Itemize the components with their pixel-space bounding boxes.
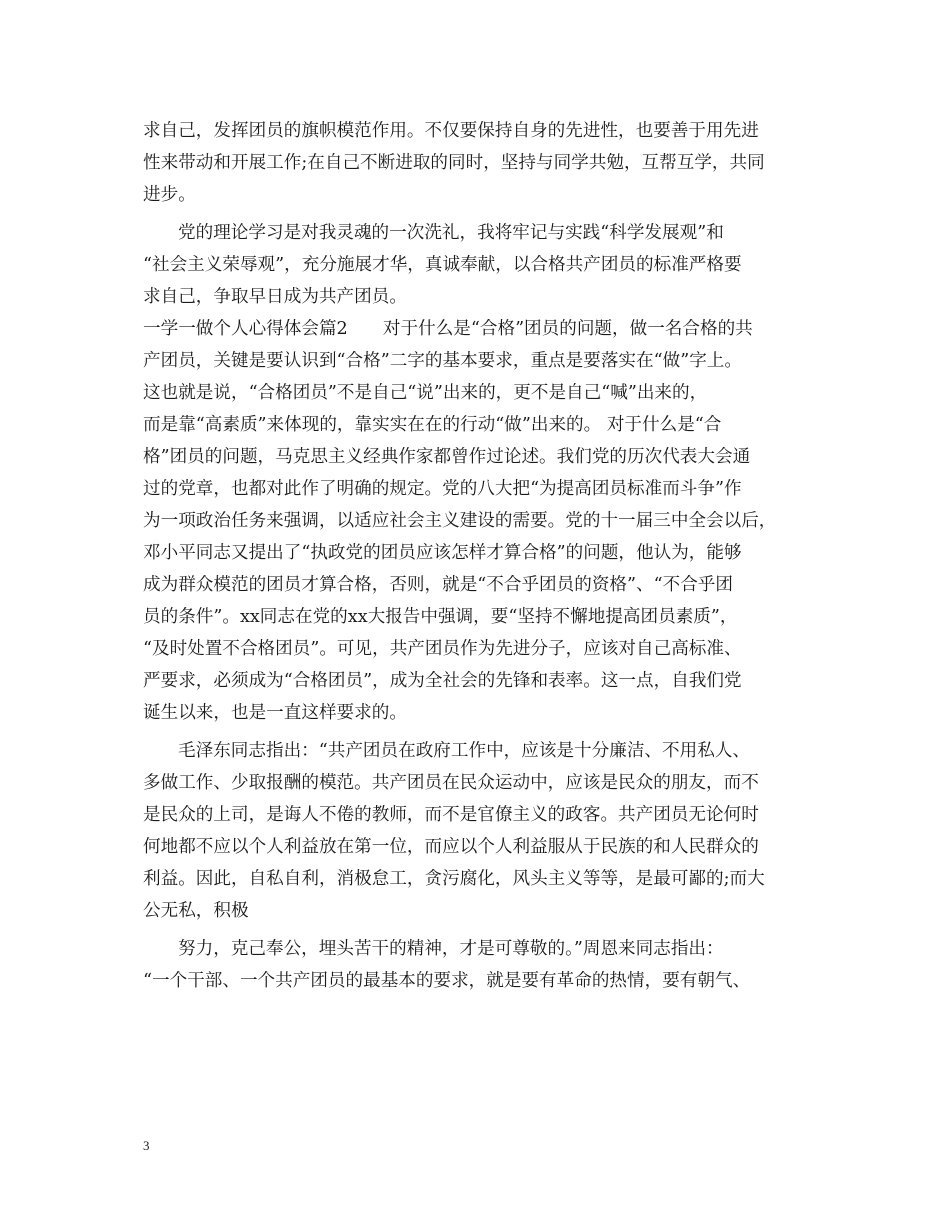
text-line: 进步。 xyxy=(143,185,196,205)
paragraph xyxy=(143,217,815,313)
text-line: 格”团员的问题，马克思主义经典作家都曾作过论述。我们党的历次代表大会通 xyxy=(143,447,751,467)
text-line: “一个干部、一个共产团员的最基本的要求，就是要有革命的热情，要有朝气、 xyxy=(143,971,751,991)
text-line: 是民众的上司，是诲人不倦的教师，而不是官僚主义的政客。共产团员无论何时 xyxy=(143,805,759,825)
text-line: 努力，克己奉公，埋头苦干的精神，才是可尊敬的。”周恩来同志指出： xyxy=(178,939,724,959)
paragraph xyxy=(143,115,815,211)
section-heading-line: 一学一做个人心得体会篇2 对于什么是“合格”团员的问题，做一名合格的共 xyxy=(143,319,753,339)
text-line: 邓小平同志又提出了“执政党的团员应该怎样才算合格”的问题，他认为，能够 xyxy=(143,543,742,563)
document-body xyxy=(143,115,815,997)
text-line: 这也就是说，“合格团员”不是自己“说”出来的，更不是自己“喊”出来的， xyxy=(143,383,708,403)
text-line: 求自己，发挥团员的旗帜模范作用。不仅要保持自身的先进性，也要善于用先进 xyxy=(143,121,759,141)
text-line: 利益。因此，自私自利，消极怠工，贪污腐化，风头主义等等，是最可鄙的;而大 xyxy=(143,869,765,889)
paragraph xyxy=(143,735,815,927)
paragraph xyxy=(143,933,815,997)
text-line: 严要求，必须成为“合格团员”，成为全社会的先锋和表率。这一点，自我们党 xyxy=(143,671,742,691)
text-line: 诞生以来，也是一直这样要求的。 xyxy=(143,703,407,723)
text-line: 而是靠“高素质”来体现的，靠实实在在的行动“做”出来的。 对于什么是“合 xyxy=(143,415,722,435)
page-number: 3 xyxy=(143,1138,150,1153)
text-line: 党的理论学习是对我灵魂的一次洗礼，我将牢记与实践“科学发展观”和 xyxy=(178,223,724,243)
text-line: 公无私，积极 xyxy=(143,901,249,921)
text-line: 成为群众模范的团员才算合格，否则，就是“不合乎团员的资格”、“不合乎团 xyxy=(143,575,733,595)
text-line: 为一项政治任务来强调，以适应社会主义建设的需要。党的十一届三中全会以后， xyxy=(143,511,777,531)
text-line: 性来带动和开展工作;在自己不断进取的同时，坚持与同学共勉，互帮互学，共同 xyxy=(143,153,765,173)
text-line: “社会主义荣辱观”，充分施展才华，真诚奉献，以合格共产团员的标准严格要 xyxy=(143,255,742,275)
text-line: 求自己，争取早日成为共产团员。 xyxy=(143,287,407,307)
text-line: 何地都不应以个人利益放在第一位，而应以个人利益服从于民族的和人民群众的 xyxy=(143,837,759,857)
text-line: 毛泽东同志指出：“共产团员在政府工作中，应该是十分廉洁、不用私人、 xyxy=(178,741,750,761)
text-line: 多做工作、少取报酬的模范。共产团员在民众运动中，应该是民众的朋友，而不 xyxy=(143,773,759,793)
text-line: “及时处置不合格团员”。可见，共产团员作为先进分子，应该对自己高标准、 xyxy=(143,639,742,659)
text-line: 产团员，关键是要认识到“合格”二字的基本要求，重点是要落实在“做”字上。 xyxy=(143,351,742,371)
text-line: 员的条件”。xx同志在党的xx大报告中强调，要“坚持不懈地提高团员素质”， xyxy=(143,607,738,627)
text-line: 过的党章，也都对此作了明确的规定。党的八大把“为提高团员标准而斗争”作 xyxy=(143,479,742,499)
paragraph xyxy=(143,313,815,729)
